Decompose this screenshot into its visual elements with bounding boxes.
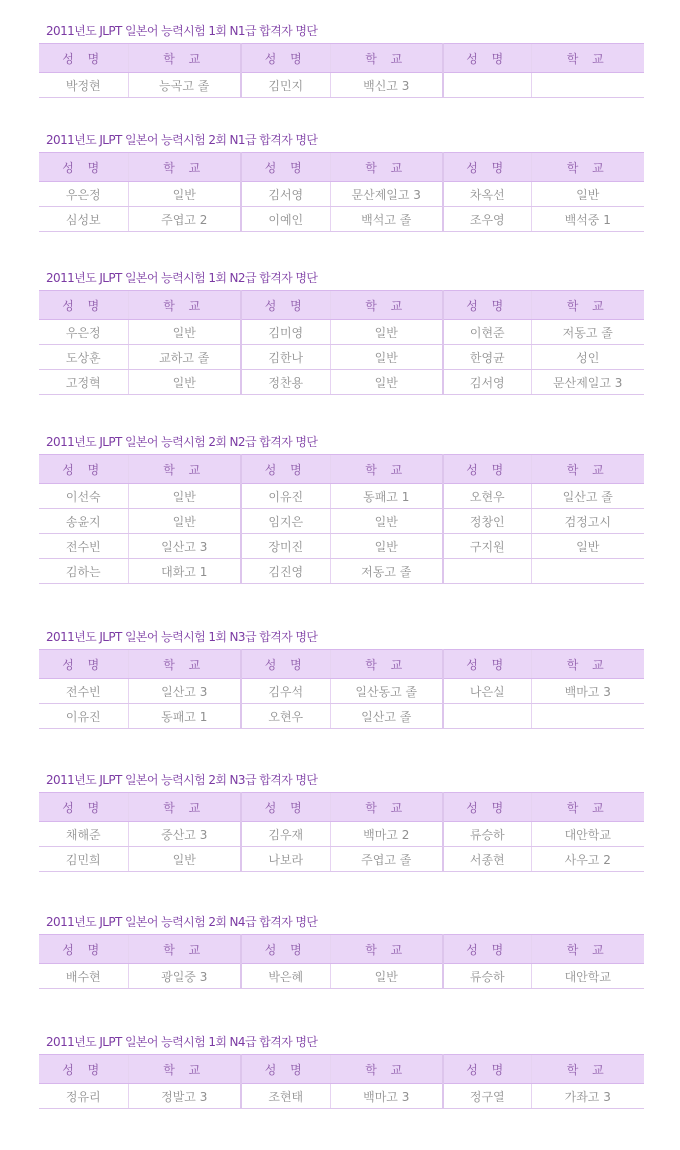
name-header: 성 명	[241, 455, 330, 484]
table-row	[39, 509, 644, 534]
student-name	[443, 704, 531, 729]
student-name: 고정혁	[39, 370, 128, 395]
roster-table	[39, 152, 644, 232]
student-school: 백마고 3	[531, 679, 644, 704]
student-school: 백마고 2	[330, 822, 443, 847]
student-school: 일반	[330, 345, 443, 370]
student-school: 동패고 1	[128, 704, 241, 729]
name-header: 성 명	[241, 153, 330, 182]
name-header: 성 명	[241, 44, 330, 73]
student-school: 일산고 3	[128, 534, 241, 559]
student-school: 동패고 1	[330, 484, 443, 509]
name-header: 성 명	[39, 455, 128, 484]
student-school: 대화고 1	[128, 559, 241, 584]
student-name: 박정현	[39, 73, 128, 98]
name-header: 성 명	[39, 650, 128, 679]
student-school: 일반	[128, 320, 241, 345]
school-header: 학 교	[531, 44, 644, 73]
school-header: 학 교	[330, 650, 443, 679]
student-name: 김서영	[443, 370, 531, 395]
student-school: 일반	[128, 370, 241, 395]
student-school: 대안학교	[531, 822, 644, 847]
school-header: 학 교	[330, 455, 443, 484]
student-name: 정찬용	[241, 370, 330, 395]
name-header: 성 명	[443, 44, 531, 73]
name-header: 성 명	[241, 1055, 330, 1084]
student-name: 우은정	[39, 320, 128, 345]
school-header: 학 교	[330, 291, 443, 320]
student-school: 일산고 졸	[330, 704, 443, 729]
student-school: 백마고 3	[330, 1084, 443, 1109]
student-name: 송윤지	[39, 509, 128, 534]
student-school: 일반	[330, 370, 443, 395]
school-header: 학 교	[531, 1055, 644, 1084]
student-school: 일반	[128, 847, 241, 872]
header-row	[39, 153, 644, 182]
table-row	[39, 534, 644, 559]
student-school: 백신고 3	[330, 73, 443, 98]
student-school: 일산동고 졸	[330, 679, 443, 704]
student-name: 김미영	[241, 320, 330, 345]
name-header: 성 명	[39, 44, 128, 73]
student-name: 김진영	[241, 559, 330, 584]
table-row	[39, 822, 644, 847]
table-row	[39, 559, 644, 584]
name-header: 성 명	[39, 153, 128, 182]
student-school: 대안학교	[531, 964, 644, 989]
name-header: 성 명	[443, 650, 531, 679]
student-school: 일반	[128, 182, 241, 207]
name-header: 성 명	[241, 650, 330, 679]
student-name: 김우재	[241, 822, 330, 847]
name-header: 성 명	[443, 153, 531, 182]
header-row	[39, 291, 644, 320]
school-header: 학 교	[531, 935, 644, 964]
student-name: 이현준	[443, 320, 531, 345]
section-title: 2011년도 JLPT 일본어 능력시험 1회 N1급 합격자 명단	[46, 24, 318, 38]
student-school: 정발고 3	[128, 1084, 241, 1109]
school-header: 학 교	[128, 935, 241, 964]
name-header: 성 명	[443, 793, 531, 822]
student-name: 정창인	[443, 509, 531, 534]
section-title: 2011년도 JLPT 일본어 능력시험 1회 N2급 합격자 명단	[46, 271, 318, 285]
name-header: 성 명	[39, 1055, 128, 1084]
table-row	[39, 207, 644, 232]
student-school: 교하고 졸	[128, 345, 241, 370]
table-row	[39, 1084, 644, 1109]
name-header: 성 명	[443, 455, 531, 484]
student-name: 오현우	[241, 704, 330, 729]
student-name: 류승하	[443, 822, 531, 847]
name-header: 성 명	[443, 1055, 531, 1084]
table-row	[39, 370, 644, 395]
school-header: 학 교	[531, 291, 644, 320]
school-header: 학 교	[128, 1055, 241, 1084]
student-school: 일반	[531, 182, 644, 207]
table-row	[39, 73, 644, 98]
student-name: 김민희	[39, 847, 128, 872]
student-name: 도상훈	[39, 345, 128, 370]
school-header: 학 교	[128, 44, 241, 73]
roster-table	[39, 43, 644, 98]
roster-table	[39, 792, 644, 872]
student-school: 일반	[531, 534, 644, 559]
student-name: 이선숙	[39, 484, 128, 509]
student-name: 나보라	[241, 847, 330, 872]
table-row	[39, 964, 644, 989]
name-header: 성 명	[443, 291, 531, 320]
section-title: 2011년도 JLPT 일본어 능력시험 2회 N1급 합격자 명단	[46, 133, 318, 147]
school-header: 학 교	[531, 455, 644, 484]
student-name: 정구열	[443, 1084, 531, 1109]
name-header: 성 명	[39, 793, 128, 822]
school-header: 학 교	[531, 793, 644, 822]
header-row	[39, 44, 644, 73]
name-header: 성 명	[443, 935, 531, 964]
student-school: 일반	[128, 484, 241, 509]
student-school: 백석고 졸	[330, 207, 443, 232]
name-header: 성 명	[39, 291, 128, 320]
student-name: 나은실	[443, 679, 531, 704]
student-name: 심성보	[39, 207, 128, 232]
header-row	[39, 793, 644, 822]
student-name: 장미진	[241, 534, 330, 559]
student-school: 중산고 3	[128, 822, 241, 847]
section-title: 2011년도 JLPT 일본어 능력시험 2회 N2급 합격자 명단	[46, 435, 318, 449]
student-name	[443, 73, 531, 98]
school-header: 학 교	[330, 153, 443, 182]
student-school: 일반	[330, 509, 443, 534]
student-name: 오현우	[443, 484, 531, 509]
student-school: 일산고 3	[128, 679, 241, 704]
table-row	[39, 320, 644, 345]
student-name: 조현태	[241, 1084, 330, 1109]
student-name: 정유리	[39, 1084, 128, 1109]
student-school: 일산고 졸	[531, 484, 644, 509]
header-row	[39, 935, 644, 964]
table-row	[39, 345, 644, 370]
student-school: 저동고 졸	[531, 320, 644, 345]
student-school: 문산제일고 3	[531, 370, 644, 395]
table-row	[39, 484, 644, 509]
roster-table	[39, 1054, 644, 1109]
student-school	[531, 704, 644, 729]
school-header: 학 교	[330, 1055, 443, 1084]
student-name: 이유진	[39, 704, 128, 729]
student-school: 저동고 졸	[330, 559, 443, 584]
student-name: 김하는	[39, 559, 128, 584]
header-row	[39, 650, 644, 679]
student-name: 김서영	[241, 182, 330, 207]
student-school: 백석중 1	[531, 207, 644, 232]
student-name: 배수현	[39, 964, 128, 989]
school-header: 학 교	[330, 935, 443, 964]
student-name: 구지원	[443, 534, 531, 559]
student-name: 이예인	[241, 207, 330, 232]
table-row	[39, 182, 644, 207]
student-school: 문산제일고 3	[330, 182, 443, 207]
student-school: 일반	[128, 509, 241, 534]
student-school	[531, 559, 644, 584]
student-school: 성인	[531, 345, 644, 370]
student-school	[531, 73, 644, 98]
header-row	[39, 455, 644, 484]
student-school: 주엽고 졸	[330, 847, 443, 872]
name-header: 성 명	[39, 935, 128, 964]
school-header: 학 교	[128, 650, 241, 679]
student-name: 한영균	[443, 345, 531, 370]
student-name: 우은정	[39, 182, 128, 207]
section-title: 2011년도 JLPT 일본어 능력시험 1회 N4급 합격자 명단	[46, 1035, 318, 1049]
student-school: 능곡고 졸	[128, 73, 241, 98]
name-header: 성 명	[241, 793, 330, 822]
student-name: 채해준	[39, 822, 128, 847]
table-row	[39, 847, 644, 872]
student-name: 김민지	[241, 73, 330, 98]
table-row	[39, 704, 644, 729]
student-name: 임지은	[241, 509, 330, 534]
student-name: 박은혜	[241, 964, 330, 989]
student-name: 김한나	[241, 345, 330, 370]
school-header: 학 교	[128, 793, 241, 822]
student-school: 일반	[330, 964, 443, 989]
roster-table	[39, 649, 644, 729]
student-school: 주엽고 2	[128, 207, 241, 232]
table-row	[39, 679, 644, 704]
header-row	[39, 1055, 644, 1084]
student-name: 김우석	[241, 679, 330, 704]
student-school: 일반	[330, 534, 443, 559]
school-header: 학 교	[330, 793, 443, 822]
school-header: 학 교	[531, 650, 644, 679]
school-header: 학 교	[531, 153, 644, 182]
roster-table	[39, 454, 644, 584]
student-school: 검정고시	[531, 509, 644, 534]
student-name: 차옥선	[443, 182, 531, 207]
school-header: 학 교	[128, 455, 241, 484]
student-name: 류승하	[443, 964, 531, 989]
student-name: 이유진	[241, 484, 330, 509]
name-header: 성 명	[241, 935, 330, 964]
name-header: 성 명	[241, 291, 330, 320]
section-title: 2011년도 JLPT 일본어 능력시험 2회 N3급 합격자 명단	[46, 773, 318, 787]
school-header: 학 교	[330, 44, 443, 73]
student-school: 일반	[330, 320, 443, 345]
student-name: 서종현	[443, 847, 531, 872]
school-header: 학 교	[128, 153, 241, 182]
student-name: 전수빈	[39, 534, 128, 559]
student-name	[443, 559, 531, 584]
school-header: 학 교	[128, 291, 241, 320]
student-school: 광일중 3	[128, 964, 241, 989]
student-school: 사우고 2	[531, 847, 644, 872]
student-name: 전수빈	[39, 679, 128, 704]
student-school: 가좌고 3	[531, 1084, 644, 1109]
section-title: 2011년도 JLPT 일본어 능력시험 1회 N3급 합격자 명단	[46, 630, 318, 644]
roster-table	[39, 290, 644, 395]
roster-table	[39, 934, 644, 989]
student-name: 조우영	[443, 207, 531, 232]
section-title: 2011년도 JLPT 일본어 능력시험 2회 N4급 합격자 명단	[46, 915, 318, 929]
